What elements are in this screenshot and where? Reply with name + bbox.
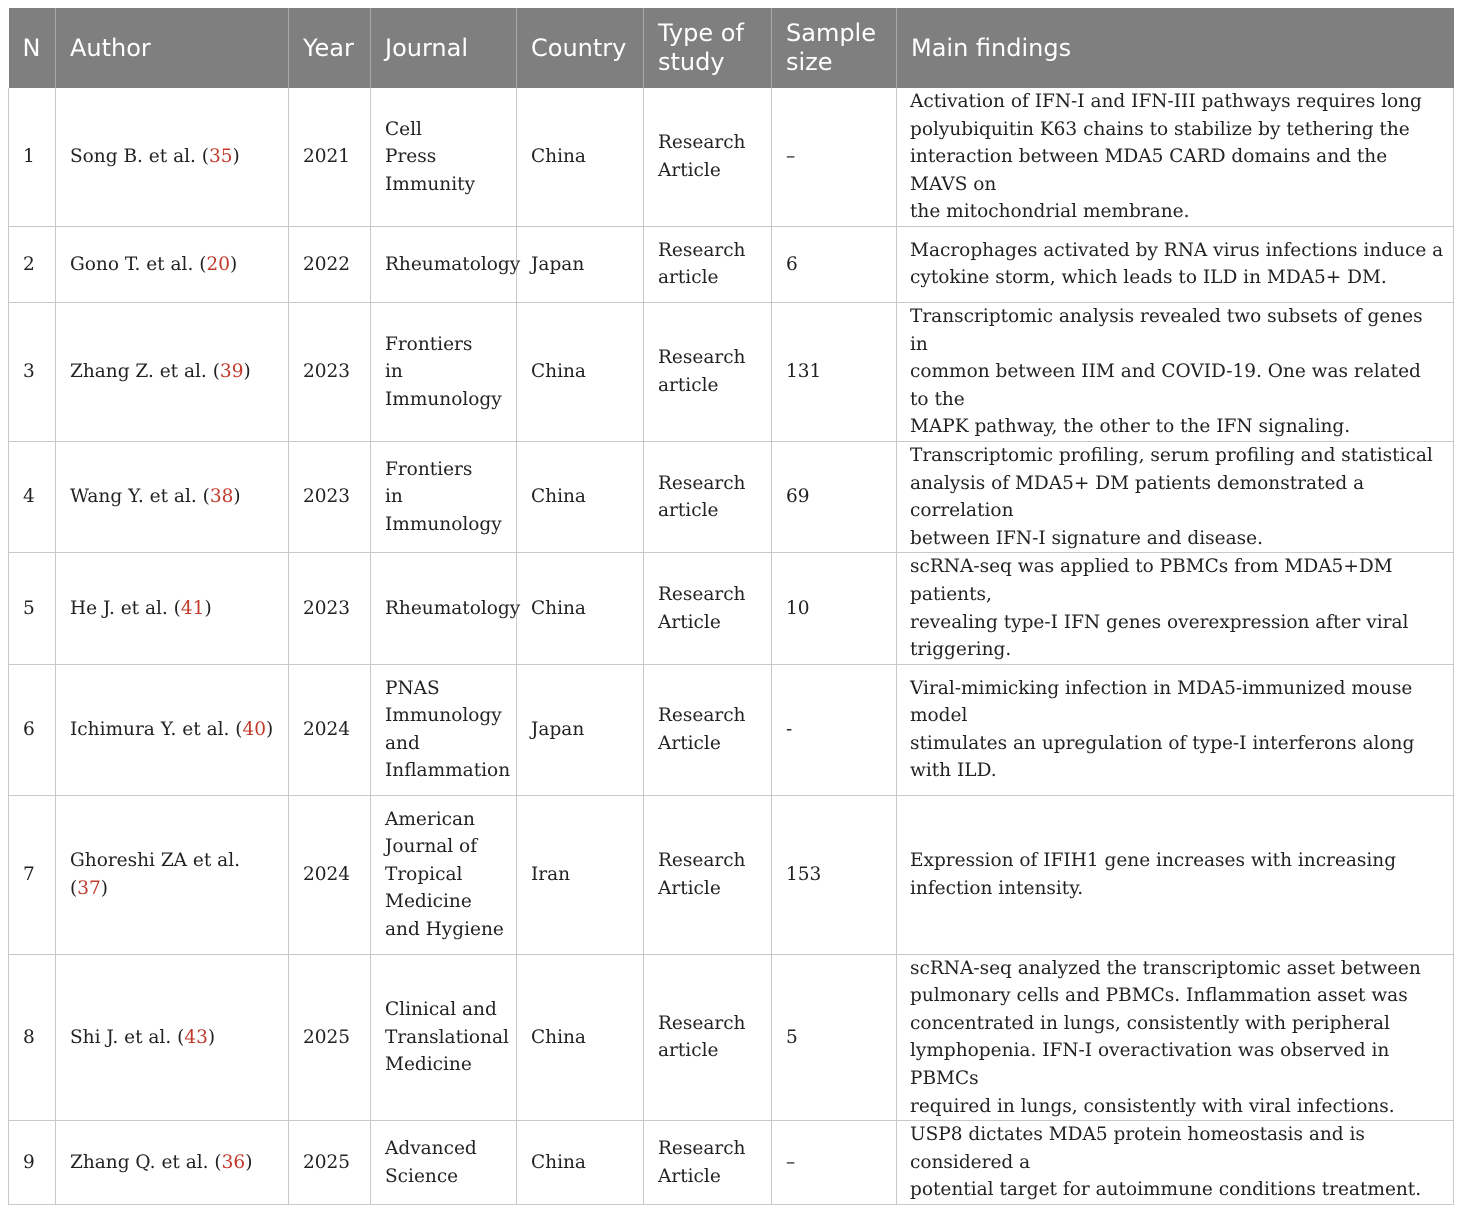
journal-line: Translational: [385, 1026, 509, 1048]
cell-author: [56, 88, 289, 226]
cell-sample-size: -: [772, 664, 897, 795]
cell-country: China: [517, 954, 644, 1121]
cell-sample-size: –: [772, 1121, 897, 1205]
cell-author: [56, 664, 289, 795]
type-of-study-line: Research: [658, 132, 746, 154]
cell-author: [56, 795, 289, 954]
table-row: [9, 302, 1454, 441]
reference-close-paren: ): [229, 253, 238, 275]
journal-line: American: [385, 808, 475, 830]
header-row: [9, 8, 1454, 88]
reference-link[interactable]: 38: [209, 486, 234, 508]
cell-main-findings: [897, 954, 1454, 1121]
main-findings-line: lymphopenia. IFN-I overactivation was observed in PBMCs: [910, 1040, 1390, 1090]
type-of-study-line: Article: [658, 877, 721, 899]
type-of-study-line: Research: [658, 472, 746, 494]
journal-line: Immunology: [385, 388, 502, 410]
studies-table: [8, 8, 1454, 1205]
author-name: Wang Y. et al. (: [70, 486, 210, 508]
main-findings-line: Activation of IFN-I and IFN-III pathways requires long: [910, 91, 1422, 112]
header-type-of-study: Type of study: [644, 8, 772, 88]
type-of-study-line: Research: [658, 1012, 746, 1034]
cell-sample-size: 10: [772, 553, 897, 664]
type-of-study-line: Article: [658, 611, 721, 633]
type-of-study-line: Research: [658, 1138, 746, 1160]
cell-year: 2023: [289, 553, 371, 664]
author-name: Gono T. et al. (: [70, 253, 207, 275]
main-findings-line: interaction between MDA5 CARD domains and the MAVS on: [910, 146, 1388, 195]
type-of-study-line: Research: [658, 239, 746, 261]
cell-journal: [371, 441, 517, 552]
reference-link[interactable]: 37: [77, 877, 101, 899]
cell-main-findings: [897, 664, 1454, 795]
cell-n: 3: [9, 302, 56, 441]
main-findings-line: pulmonary cells and PBMCs. Inflammation asset was: [910, 985, 1408, 1007]
main-findings-line: common between IIM and COVID-19. One was related to the: [910, 361, 1421, 410]
reference-close-paren: ): [100, 877, 108, 899]
author-name: Zhang Q. et al. (: [70, 1151, 222, 1173]
journal-line: and Hygiene: [385, 919, 504, 941]
cell-country: Japan: [517, 226, 644, 302]
journal-line: Inflammation: [385, 760, 511, 782]
cell-journal: [371, 88, 517, 226]
table-row: [9, 226, 1454, 302]
main-findings-line: the mitochondrial membrane.: [910, 201, 1190, 223]
cell-country: China: [517, 302, 644, 441]
main-findings-line: revealing type-I IFN genes overexpression after viral triggering.: [910, 611, 1409, 661]
cell-type-of-study: [644, 88, 772, 226]
cell-n: 9: [9, 1121, 56, 1205]
table-body: [9, 88, 1454, 1205]
journal-line: Immunology: [385, 513, 502, 535]
cell-type-of-study: [644, 795, 772, 954]
table-row: [9, 795, 1454, 954]
type-of-study-line: Research: [658, 347, 746, 369]
reference-link[interactable]: 36: [221, 1151, 246, 1173]
journal-line: Medicine: [385, 891, 472, 913]
cell-type-of-study: [644, 954, 772, 1121]
main-findings-line: USP8 dictates MDA5 protein homeostasis and is considered a: [910, 1124, 1365, 1173]
cell-type-of-study: [644, 664, 772, 795]
cell-n: 2: [9, 226, 56, 302]
table-row: [9, 664, 1454, 795]
reference-close-paren: ): [243, 361, 251, 383]
cell-type-of-study: [644, 1121, 772, 1205]
reference-close-paren: ): [232, 146, 240, 168]
cell-author: [56, 302, 289, 441]
cell-n: 1: [9, 88, 56, 226]
journal-line: Advanced: [385, 1138, 477, 1160]
cell-journal: [371, 226, 521, 302]
header-author: Author: [56, 8, 289, 88]
reference-close-paren: ): [207, 1026, 216, 1048]
cell-sample-size: 5: [772, 954, 897, 1121]
cell-year: 2024: [289, 795, 371, 954]
cell-year: 2022: [289, 226, 371, 302]
cell-country: China: [517, 553, 644, 664]
reference-close-paren: ): [233, 486, 241, 508]
author-name: Zhang Z. et al. (: [70, 361, 220, 383]
cell-type-of-study: [644, 553, 772, 664]
main-findings-line: between IFN-I signature and disease.: [910, 527, 1263, 549]
journal-line: Press: [385, 146, 437, 168]
table-row: [9, 441, 1454, 552]
main-findings-line: with ILD.: [910, 760, 997, 782]
cell-n: 6: [9, 664, 56, 795]
cell-main-findings: [897, 795, 1454, 954]
reference-link[interactable]: 20: [206, 253, 230, 275]
cell-main-findings: [897, 1121, 1454, 1205]
type-of-study-line: article: [658, 500, 719, 522]
main-findings-line: Transcriptomic analysis revealed two subsets of genes in: [910, 305, 1423, 355]
journal-line: Immunity: [385, 173, 476, 195]
header-n: N: [9, 8, 56, 88]
cell-journal: [371, 795, 517, 954]
reference-link[interactable]: 40: [242, 718, 267, 740]
journal-line: Rheumatology: [385, 597, 521, 619]
cell-journal: [371, 954, 517, 1121]
journal-line: Frontiers: [385, 333, 473, 355]
header-sample-size: Sample size: [772, 8, 897, 88]
cell-author: [56, 441, 289, 552]
cell-type-of-study: [644, 226, 772, 302]
main-findings-line: Viral-mimicking infection in MDA5-immunized mouse model: [910, 677, 1413, 727]
cell-country: China: [517, 1121, 644, 1205]
header-year: Year: [289, 8, 371, 88]
journal-line: Frontiers: [385, 458, 473, 480]
cell-journal: [371, 664, 517, 795]
cell-sample-size: 153: [772, 795, 897, 954]
cell-author: [56, 1121, 289, 1205]
cell-sample-size: 69: [772, 441, 897, 552]
main-findings-line: Expression of IFIH1 gene increases with increasing: [910, 850, 1397, 872]
cell-country: Japan: [517, 664, 644, 795]
cell-type-of-study: [644, 441, 772, 552]
main-findings-line: Transcriptomic profiling, serum profiling and statistical: [910, 444, 1433, 466]
main-findings-line: analysis of MDA5+ DM patients demonstrated a correlation: [910, 472, 1365, 522]
cell-author: [56, 226, 289, 302]
journal-line: Science: [385, 1165, 459, 1187]
reference-close-paren: ): [266, 718, 274, 740]
main-findings-line: MAPK pathway, the other to the IFN signaling.: [910, 416, 1351, 438]
cell-author: [56, 954, 289, 1121]
cell-year: 2025: [289, 954, 371, 1121]
header-country: Country: [517, 8, 644, 88]
journal-line: Tropical: [385, 863, 463, 885]
journal-line: in: [385, 486, 403, 508]
cell-n: 8: [9, 954, 56, 1121]
type-of-study-line: Research: [658, 583, 746, 605]
journal-line: Clinical and: [385, 999, 497, 1021]
cell-journal: [371, 553, 521, 664]
table-row: [9, 553, 1454, 664]
journal-line: Cell: [385, 118, 422, 140]
cell-n: 5: [9, 553, 56, 664]
type-of-study-line: article: [658, 267, 719, 289]
type-of-study-line: article: [658, 1040, 719, 1062]
table-row: [9, 88, 1454, 226]
cell-journal: [371, 1121, 517, 1205]
cell-year: 2025: [289, 1121, 371, 1205]
type-of-study-line: article: [658, 374, 719, 396]
cell-author: [56, 553, 289, 664]
header-main-findings: Main findings: [897, 8, 1454, 88]
author-name: Shi J. et al. (: [70, 1026, 185, 1048]
cell-sample-size: 131: [772, 302, 897, 441]
journal-line: Immunology: [385, 705, 502, 727]
cell-main-findings: [897, 88, 1454, 226]
cell-journal: [371, 302, 517, 441]
studies-table-container: [8, 8, 1453, 1205]
cell-year: 2023: [289, 302, 371, 441]
reference-close-paren: ): [204, 597, 212, 619]
cell-country: Iran: [517, 795, 644, 954]
author-name: Song B. et al. (: [70, 146, 209, 168]
cell-country: China: [517, 88, 644, 226]
cell-type-of-study: [644, 302, 772, 441]
author-name: Ichimura Y. et al. (: [70, 718, 243, 740]
cell-main-findings: [897, 553, 1454, 664]
journal-line: in: [385, 361, 403, 383]
cell-year: 2024: [289, 664, 371, 795]
main-findings-line: Macrophages activated by RNA virus infections induce a: [910, 239, 1444, 261]
reference-link[interactable]: 43: [184, 1026, 208, 1048]
cell-n: 4: [9, 441, 56, 552]
table-row: [9, 1121, 1454, 1205]
journal-line: Journal of: [385, 836, 478, 858]
type-of-study-line: Research: [658, 705, 746, 727]
main-findings-line: polyubiquitin K63 chains to stabilize by tethering the: [910, 118, 1410, 140]
type-of-study-line: Article: [658, 732, 721, 754]
table-row: [9, 954, 1454, 1121]
type-of-study-line: Article: [658, 1165, 721, 1187]
cell-year: 2021: [289, 88, 371, 226]
main-findings-line: potential target for autoimmune conditions treatment.: [910, 1179, 1422, 1201]
reference-link[interactable]: 39: [219, 361, 244, 383]
cell-n: 7: [9, 795, 56, 954]
main-findings-line: infection intensity.: [910, 877, 1084, 899]
header-journal: Journal: [371, 8, 517, 88]
main-findings-line: stimulates an upregulation of type-I interferons along: [910, 732, 1415, 754]
main-findings-line: scRNA-seq was applied to PBMCs from MDA5+DM patients,: [910, 556, 1393, 605]
cell-main-findings: [897, 302, 1454, 441]
type-of-study-line: Research: [658, 850, 746, 872]
cell-sample-size: 6: [772, 226, 897, 302]
cell-country: China: [517, 441, 644, 552]
author-name: He J. et al. (: [70, 597, 181, 619]
journal-line: PNAS: [385, 677, 440, 699]
author-name: Ghoreshi ZA et al. (: [70, 850, 241, 899]
main-findings-line: concentrated in lungs, consistently with peripheral: [910, 1012, 1390, 1034]
journal-line: Rheumatology: [385, 253, 521, 275]
cell-sample-size: –: [772, 88, 897, 226]
cell-main-findings: [897, 441, 1454, 552]
cell-main-findings: [897, 226, 1454, 302]
reference-close-paren: ): [245, 1151, 253, 1173]
main-findings-line: required in lungs, consistently with viral infections.: [910, 1095, 1395, 1117]
type-of-study-line: Article: [658, 159, 721, 181]
main-findings-line: cytokine storm, which leads to ILD in MDA5+ DM.: [910, 267, 1387, 289]
journal-line: and: [385, 732, 420, 754]
reference-link[interactable]: 41: [180, 597, 205, 619]
main-findings-line: scRNA-seq analyzed the transcriptomic asset between: [910, 957, 1421, 979]
reference-link[interactable]: 35: [209, 146, 233, 168]
journal-line: Medicine: [385, 1054, 472, 1076]
cell-year: 2023: [289, 441, 371, 552]
